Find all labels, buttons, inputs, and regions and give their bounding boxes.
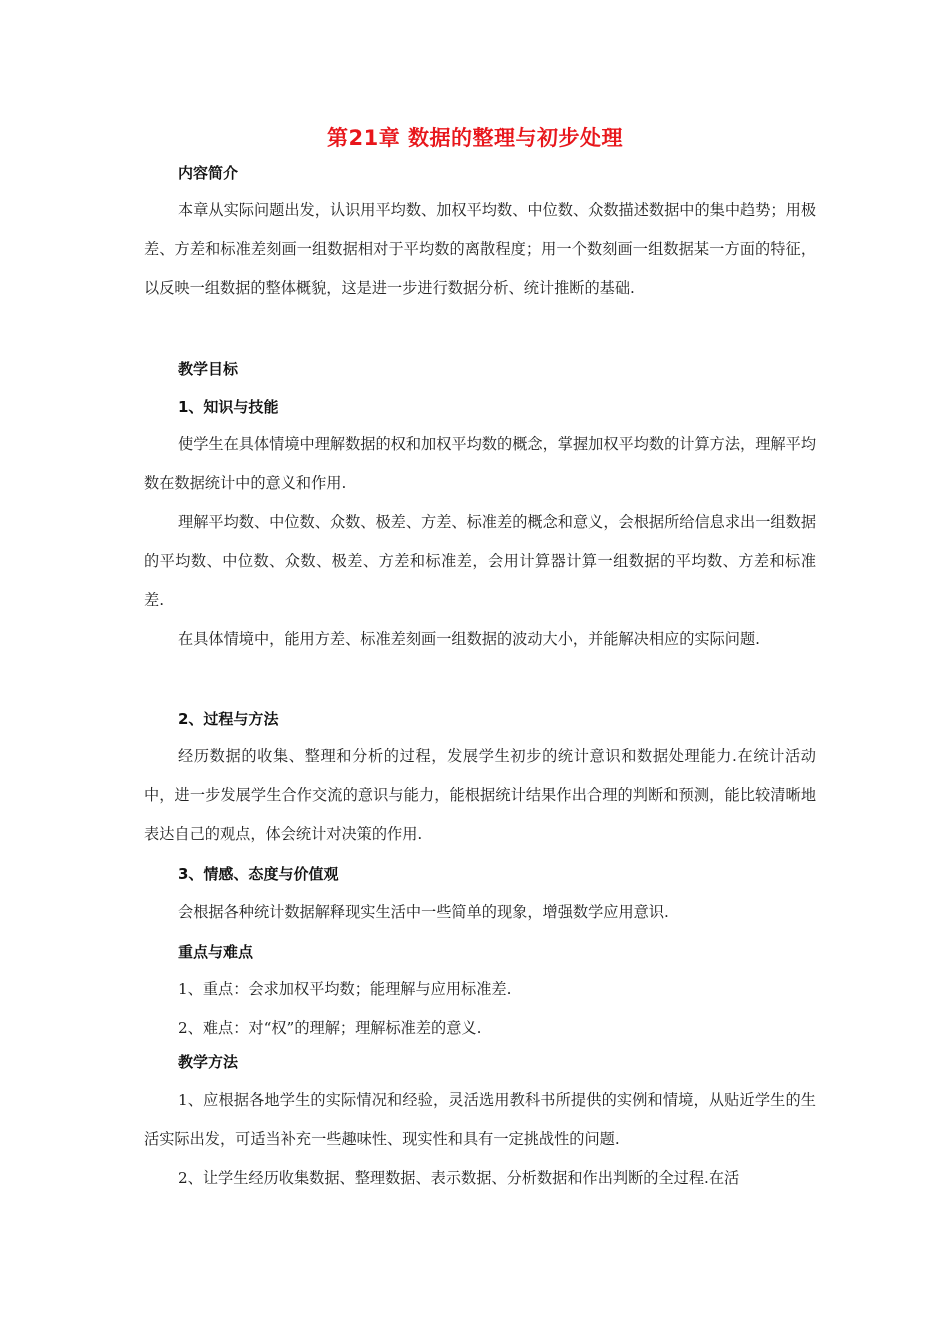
section-heading-intro: 内容简介 [178,164,239,182]
subheading-process-method: 2、过程与方法 [178,710,279,728]
method-paragraph-2: 2、让学生经历收集数据、整理数据、表示数据、分析数据和作出判断的全过程.在活 [178,1169,740,1187]
section-heading-goals: 教学目标 [178,360,239,378]
goal3-paragraph: 会根据各种统计数据解释现实生活中一些简单的现象，增强数学应用意识. [178,903,669,921]
goal1-paragraph-2: 理解平均数、中位数、众数、极差、方差、标准差的概念和意义，会根据所给信息求出一组数据的平均数、中位数、众数、极差、方差和标准差，会用计算器计算一组数据的平均数、方差和标准差. [144,513,816,609]
goal1-paragraph-3: 在具体情境中，能用方差、标准差刻画一组数据的波动大小，并能解决相应的实际问题. [178,630,760,648]
subheading-knowledge-skills: 1、知识与技能 [178,398,279,416]
chapter-title: 第21章 数据的整理与初步处理 [326,126,624,150]
goal2-paragraph: 经历数据的收集、整理和分析的过程，发展学生初步的统计意识和数据处理能力.在统计活动中，进一步发展学生合作交流的意识与能力，能根据统计结果作出合理的判断和预测，能比较清晰地表达自己的观点，体会统计对决策的作用. [144,747,816,843]
section-heading-key-points: 重点与难点 [178,943,254,961]
subheading-attitude-values: 3、情感、态度与价值观 [178,865,339,883]
key-point-item: 1、重点：会求加权平均数；能理解与应用标准差. [178,980,512,998]
method-paragraph-1: 1、应根据各地学生的实际情况和经验，灵活选用教科书所提供的实例和情境，从贴近学生的生活实际出发，可适当补充一些趣味性、现实性和具有一定挑战性的问题. [144,1091,816,1148]
goal1-paragraph-1: 使学生在具体情境中理解数据的权和加权平均数的概念，掌握加权平均数的计算方法，理解平均数在数据统计中的意义和作用. [144,435,816,492]
intro-paragraph: 本章从实际问题出发，认识用平均数、加权平均数、中位数、众数描述数据中的集中趋势；用极差、方差和标准差刻画一组数据相对于平均数的离散程度；用一个数刻画一组数据某一方面的特征，以反映一组数据的整体概貌，这是进一步进行数据分析、统计推断的基础. [144,201,816,297]
section-heading-teaching-method: 教学方法 [178,1053,239,1071]
difficulty-item: 2、难点：对“权”的理解；理解标准差的意义. [178,1019,482,1037]
